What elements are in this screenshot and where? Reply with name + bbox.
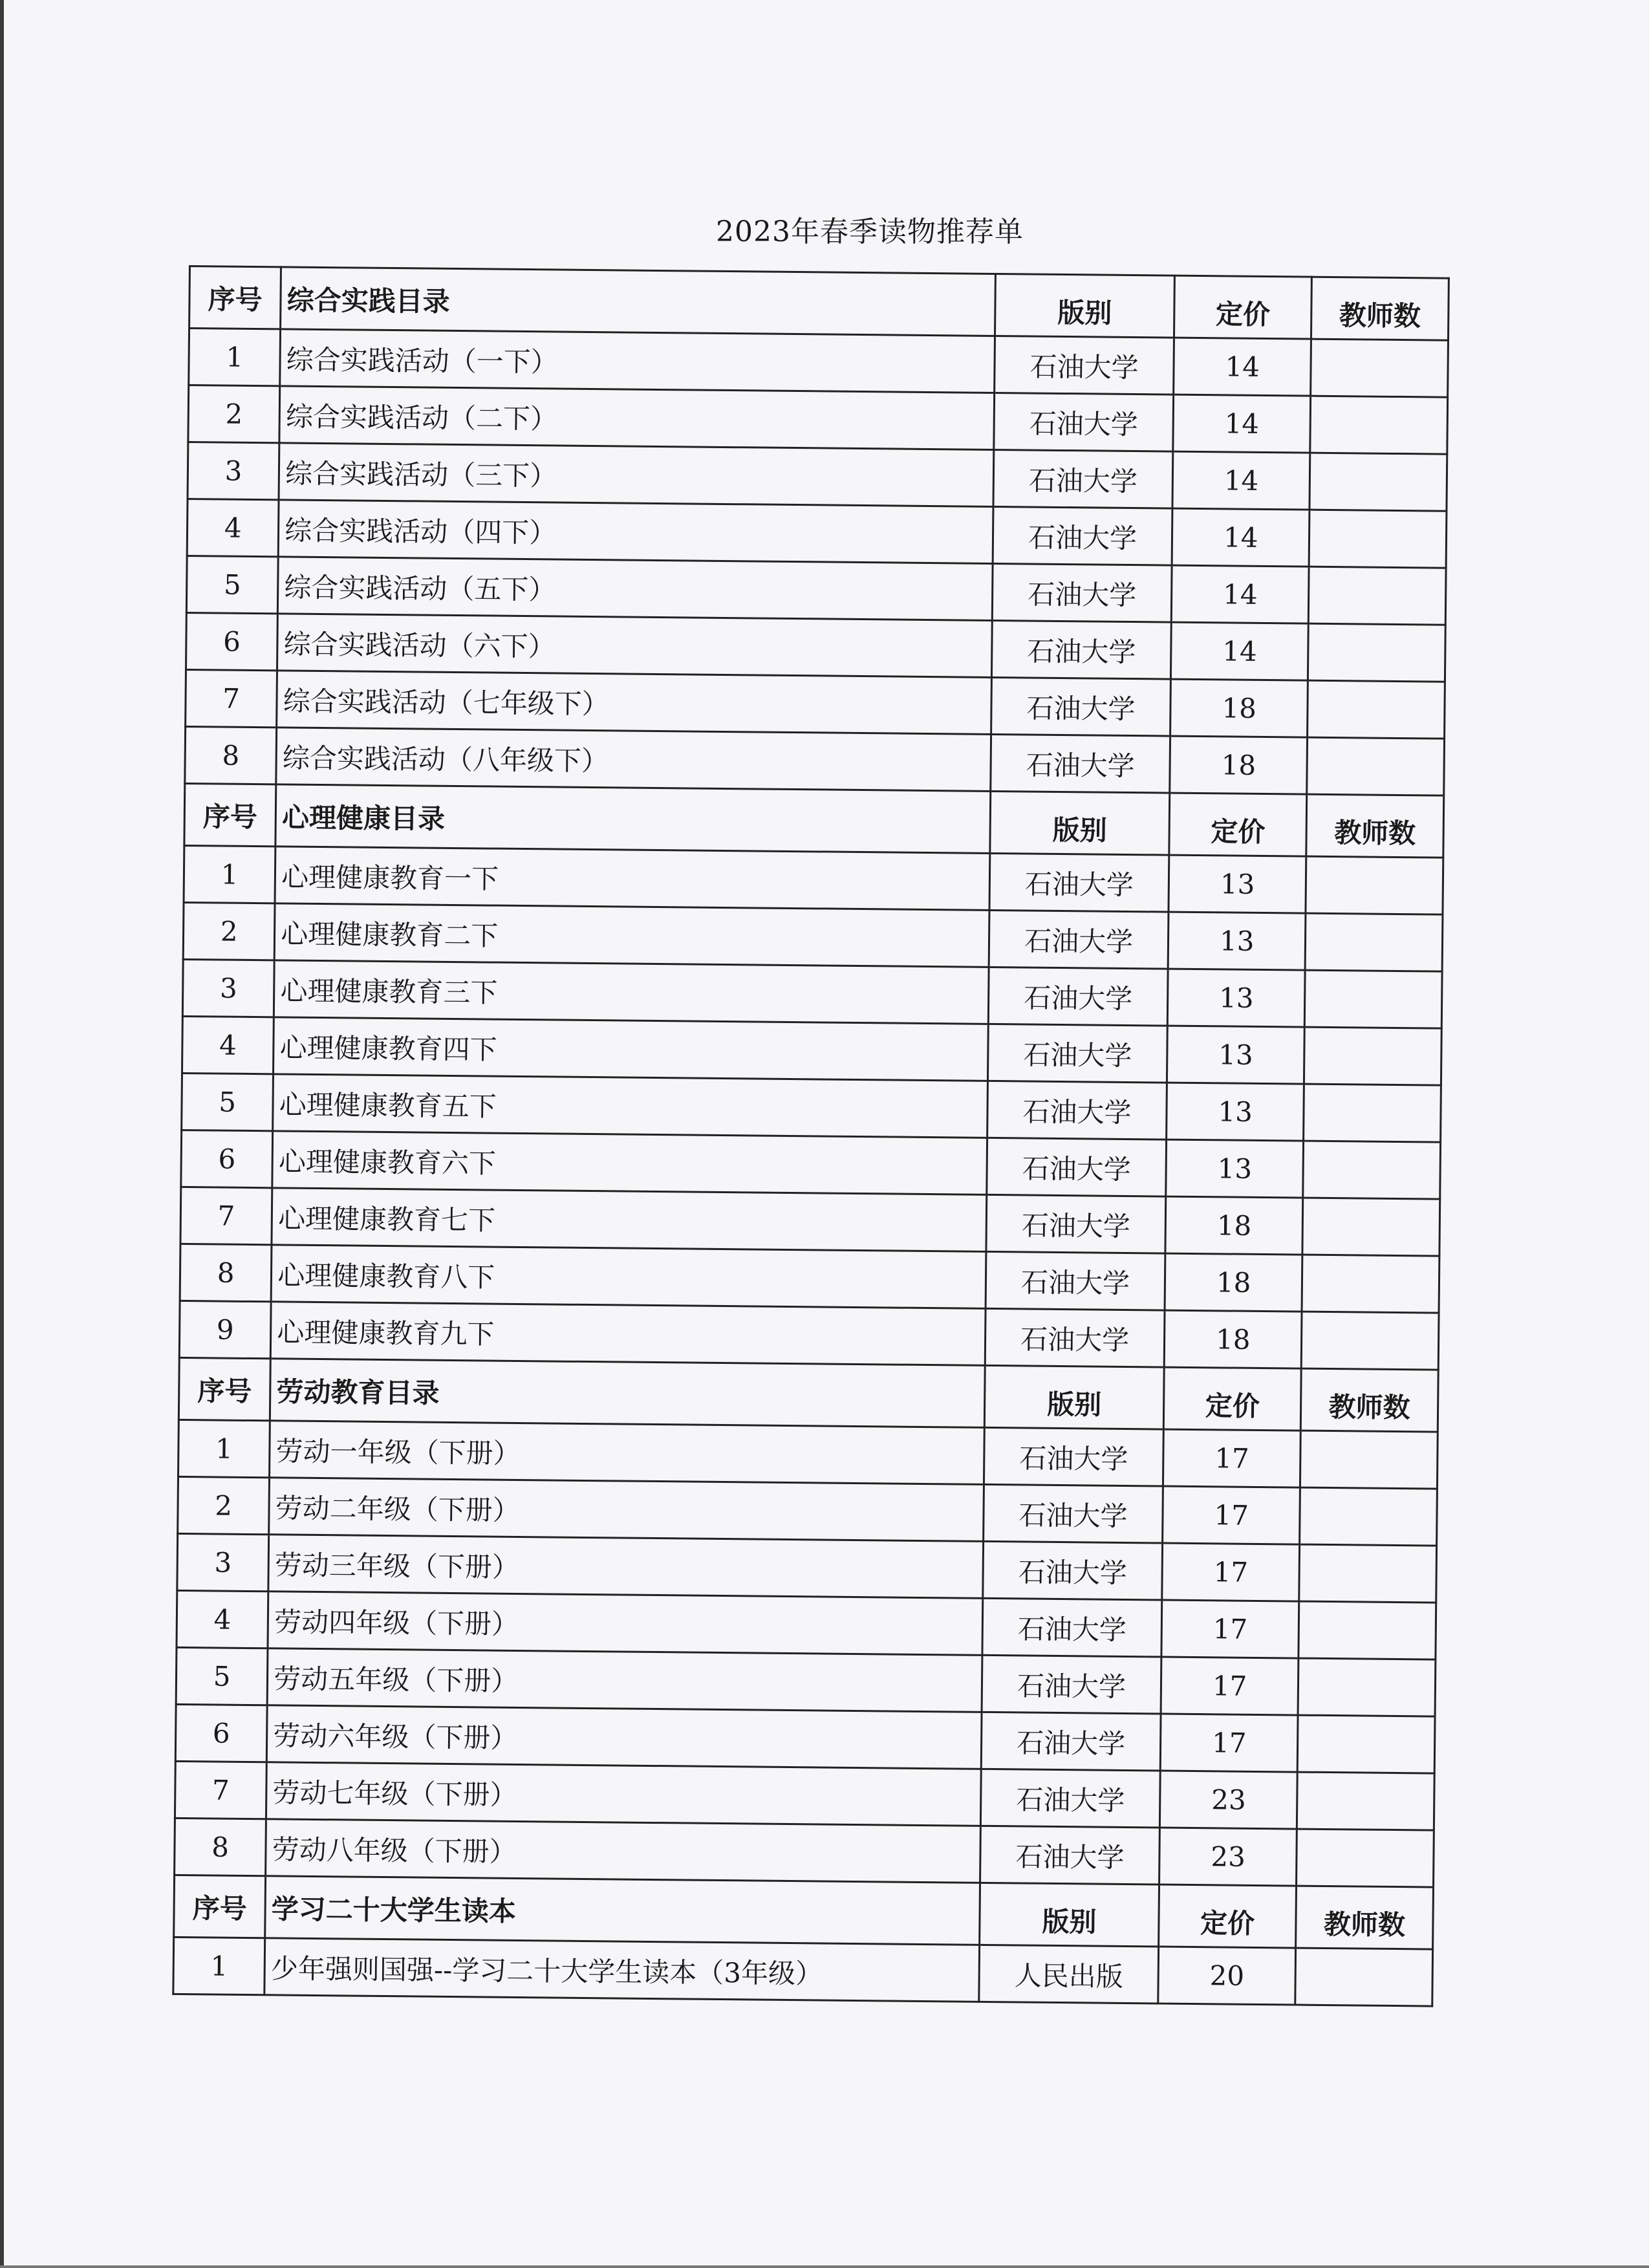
cell-publisher: 石油大学 — [986, 1251, 1165, 1310]
cell-price: 13 — [1167, 1026, 1305, 1084]
cell-serial-number: 7 — [175, 1761, 266, 1819]
cell-publisher: 石油大学 — [992, 563, 1172, 622]
cell-publisher: 石油大学 — [982, 1598, 1162, 1657]
cell-title: 劳动七年级（下册） — [266, 1762, 981, 1826]
cell-title: 劳动六年级（下册） — [267, 1705, 982, 1769]
cell-serial-number: 3 — [182, 959, 274, 1017]
cell-teacher-count[interactable] — [1308, 567, 1446, 625]
cell-title: 综合实践活动（三下） — [279, 443, 993, 507]
cell-publisher: 石油大学 — [987, 1138, 1167, 1196]
cell-teacher-count[interactable] — [1310, 396, 1448, 454]
cell-title: 心理健康教育五下 — [273, 1074, 987, 1138]
cell-title: 劳动八年级（下册） — [266, 1819, 980, 1883]
header-teacher-count: 教师数 — [1296, 1886, 1434, 1949]
header-teacher-count: 教师数 — [1300, 1368, 1438, 1432]
cell-serial-number: 1 — [189, 329, 281, 386]
cell-teacher-count[interactable] — [1307, 737, 1445, 795]
cell-teacher-count[interactable] — [1304, 970, 1442, 1028]
cell-publisher: 石油大学 — [981, 1712, 1161, 1771]
recommendation-table — [172, 265, 1450, 2007]
cell-title: 综合实践活动（七年级下） — [277, 671, 991, 735]
cell-teacher-count[interactable] — [1297, 1715, 1435, 1773]
cell-teacher-count[interactable] — [1309, 510, 1447, 568]
cell-teacher-count[interactable] — [1305, 913, 1443, 971]
cell-title: 劳动二年级（下册） — [269, 1478, 984, 1542]
cell-publisher: 石油大学 — [995, 336, 1174, 394]
cell-publisher: 石油大学 — [983, 1541, 1163, 1600]
cell-price: 18 — [1165, 1196, 1303, 1255]
cell-price: 17 — [1161, 1657, 1299, 1715]
cell-publisher: 石油大学 — [989, 910, 1169, 969]
header-price: 定价 — [1169, 793, 1307, 856]
cell-publisher: 石油大学 — [980, 1769, 1160, 1828]
cell-teacher-count[interactable] — [1308, 623, 1446, 682]
cell-serial-number: 5 — [186, 556, 278, 613]
cell-price: 13 — [1166, 1139, 1304, 1198]
section-header-row — [189, 266, 1449, 341]
cell-serial-number: 2 — [183, 902, 275, 960]
cell-price: 17 — [1161, 1600, 1299, 1658]
table-body — [173, 266, 1449, 2007]
cell-price: 14 — [1174, 338, 1311, 396]
header-serial-number: 序号 — [178, 1357, 270, 1420]
cell-serial-number: 4 — [177, 1590, 268, 1648]
cell-teacher-count[interactable] — [1304, 1084, 1441, 1142]
cell-serial-number: 6 — [186, 612, 277, 670]
cell-publisher: 石油大学 — [986, 1194, 1166, 1253]
header-price: 定价 — [1164, 1367, 1302, 1431]
scan-edge — [0, 0, 4, 2268]
cell-title: 劳动四年级（下册） — [268, 1592, 982, 1656]
cell-title: 综合实践活动（二下） — [279, 386, 994, 450]
cell-serial-number: 3 — [188, 442, 279, 500]
cell-price: 14 — [1172, 451, 1310, 510]
cell-price: 23 — [1159, 1828, 1297, 1886]
cell-title: 心理健康教育六下 — [272, 1131, 987, 1195]
cell-serial-number: 2 — [178, 1476, 270, 1534]
header-title: 心理健康目录 — [275, 784, 991, 854]
cell-teacher-count[interactable] — [1311, 339, 1449, 397]
cell-teacher-count[interactable] — [1300, 1487, 1438, 1546]
cell-publisher: 石油大学 — [993, 506, 1172, 565]
section-header-row — [184, 783, 1444, 858]
cell-serial-number: 7 — [180, 1187, 272, 1244]
scan-edge — [0, 2265, 1649, 2268]
cell-title: 心理健康教育三下 — [274, 960, 989, 1024]
cell-publisher: 石油大学 — [980, 1826, 1159, 1885]
header-title: 综合实践目录 — [281, 267, 996, 336]
header-publisher: 版别 — [995, 274, 1174, 338]
cell-serial-number: 1 — [184, 845, 275, 903]
cell-teacher-count[interactable] — [1297, 1829, 1434, 1887]
header-teacher-count: 教师数 — [1311, 277, 1449, 340]
cell-price: 14 — [1172, 565, 1310, 623]
cell-price: 18 — [1164, 1310, 1302, 1368]
cell-title: 心理健康教育八下 — [271, 1245, 986, 1309]
cell-teacher-count[interactable] — [1310, 453, 1447, 511]
cell-title: 综合实践活动（一下） — [280, 329, 995, 393]
cell-teacher-count[interactable] — [1304, 1027, 1442, 1085]
cell-price: 13 — [1169, 855, 1306, 913]
header-publisher: 版别 — [984, 1365, 1164, 1429]
cell-serial-number: 1 — [178, 1420, 270, 1477]
cell-title: 心理健康教育七下 — [272, 1188, 986, 1252]
cell-teacher-count[interactable] — [1302, 1198, 1440, 1256]
header-price: 定价 — [1159, 1885, 1297, 1948]
cell-title: 少年强则国强--学习二十大学生读本（3年级） — [264, 1938, 979, 2002]
cell-publisher: 石油大学 — [987, 1081, 1167, 1139]
cell-teacher-count[interactable] — [1295, 1948, 1433, 2006]
cell-price: 18 — [1170, 736, 1308, 794]
cell-title: 综合实践活动（六下） — [277, 614, 992, 678]
cell-serial-number: 4 — [187, 499, 279, 556]
header-publisher: 版别 — [979, 1883, 1159, 1947]
cell-publisher: 石油大学 — [985, 1308, 1165, 1367]
cell-price: 17 — [1161, 1714, 1299, 1772]
cell-teacher-count[interactable] — [1299, 1544, 1437, 1603]
cell-serial-number: 5 — [176, 1647, 268, 1705]
cell-title: 心理健康教育四下 — [274, 1017, 988, 1081]
cell-serial-number: 1 — [173, 1937, 265, 1994]
cell-price: 14 — [1171, 622, 1309, 680]
cell-price: 17 — [1163, 1429, 1301, 1487]
cell-serial-number: 6 — [181, 1130, 273, 1187]
header-serial-number: 序号 — [184, 783, 276, 846]
header-title: 劳动教育目录 — [270, 1359, 986, 1428]
header-price: 定价 — [1174, 275, 1312, 339]
cell-publisher: 石油大学 — [989, 853, 1169, 912]
cell-serial-number: 5 — [182, 1073, 274, 1130]
cell-teacher-count[interactable] — [1301, 1312, 1439, 1370]
cell-teacher-count[interactable] — [1302, 1255, 1439, 1313]
cell-serial-number: 7 — [186, 669, 277, 727]
cell-price: 20 — [1158, 1947, 1296, 2005]
cell-teacher-count[interactable] — [1298, 1658, 1436, 1716]
cell-publisher: 石油大学 — [991, 734, 1170, 793]
cell-serial-number: 3 — [177, 1533, 269, 1591]
cell-teacher-count[interactable] — [1303, 1141, 1441, 1199]
cell-title: 劳动一年级（下册） — [270, 1421, 984, 1485]
cell-price: 13 — [1168, 912, 1306, 970]
section-header-row — [174, 1875, 1434, 1949]
cell-serial-number: 8 — [180, 1244, 272, 1301]
cell-serial-number: 4 — [182, 1016, 274, 1074]
cell-serial-number: 9 — [179, 1301, 271, 1358]
cell-price: 23 — [1160, 1771, 1298, 1829]
cell-publisher: 石油大学 — [993, 449, 1173, 508]
cell-publisher: 人民出版 — [979, 1945, 1159, 2003]
cell-title: 综合实践活动（四下） — [278, 500, 993, 564]
cell-price: 13 — [1167, 1083, 1304, 1141]
cell-teacher-count[interactable] — [1299, 1601, 1436, 1659]
cell-publisher: 石油大学 — [982, 1655, 1161, 1714]
cell-serial-number: 8 — [185, 726, 277, 784]
document-title: 2023年春季读物推荐单 — [716, 215, 1024, 248]
cell-title: 综合实践活动（五下） — [278, 557, 993, 621]
cell-publisher: 石油大学 — [983, 1484, 1163, 1543]
cell-price: 17 — [1163, 1486, 1300, 1544]
cell-serial-number: 8 — [175, 1818, 266, 1875]
cell-publisher: 石油大学 — [994, 393, 1174, 451]
cell-title: 劳动五年级（下册） — [267, 1648, 982, 1712]
cell-teacher-count[interactable] — [1306, 856, 1443, 914]
cell-price: 18 — [1165, 1253, 1302, 1312]
table-row — [173, 1937, 1433, 2006]
header-title: 学习二十大学生读本 — [265, 1876, 980, 1945]
cell-teacher-count[interactable] — [1300, 1431, 1438, 1489]
header-teacher-count: 教师数 — [1306, 794, 1444, 858]
cell-price: 17 — [1162, 1543, 1300, 1601]
cell-publisher: 石油大学 — [988, 967, 1168, 1026]
cell-title: 心理健康教育一下 — [275, 847, 989, 911]
cell-serial-number: 2 — [188, 385, 280, 443]
header-serial-number: 序号 — [189, 266, 281, 329]
cell-serial-number: 6 — [175, 1704, 267, 1762]
cell-title: 劳动三年级（下册） — [268, 1535, 983, 1599]
header-publisher: 版别 — [990, 791, 1170, 855]
cell-publisher: 石油大学 — [991, 620, 1171, 679]
cell-publisher: 石油大学 — [984, 1427, 1163, 1486]
cell-teacher-count[interactable] — [1297, 1772, 1434, 1830]
cell-title: 综合实践活动（八年级下） — [276, 728, 991, 792]
cell-price: 18 — [1170, 679, 1308, 737]
cell-teacher-count[interactable] — [1308, 680, 1445, 739]
cell-title: 心理健康教育二下 — [274, 903, 989, 967]
section-header-row — [178, 1357, 1438, 1432]
cell-title: 心理健康教育九下 — [270, 1302, 985, 1366]
cell-publisher: 石油大学 — [987, 1024, 1167, 1083]
cell-publisher: 石油大学 — [991, 677, 1170, 736]
cell-price: 14 — [1172, 508, 1310, 567]
cell-price: 13 — [1168, 969, 1306, 1027]
header-serial-number: 序号 — [174, 1875, 266, 1938]
cell-price: 14 — [1173, 394, 1311, 453]
